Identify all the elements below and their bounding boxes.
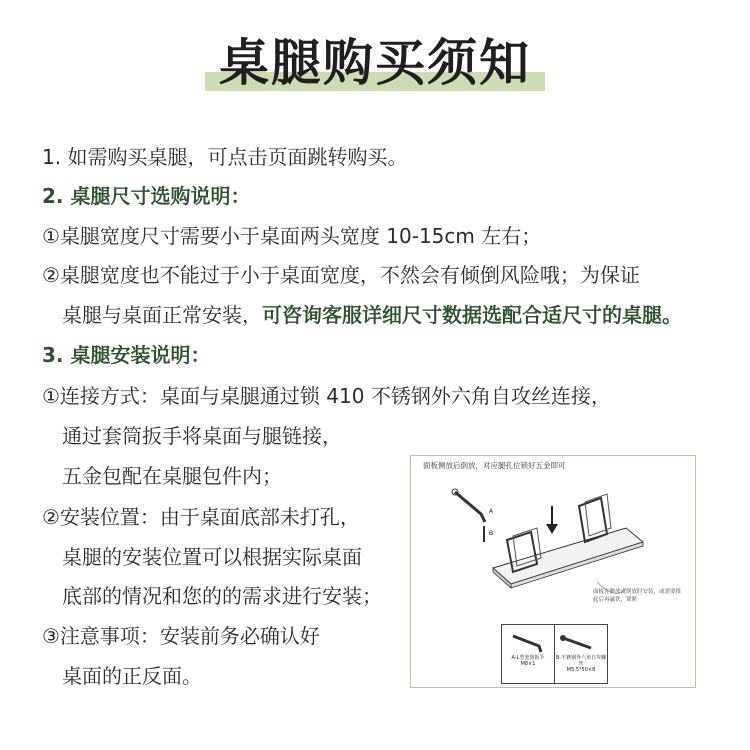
item-3-1-line3: 五金包配在桌腿包件内； <box>62 464 282 488</box>
part-a-label <box>502 655 554 667</box>
item-3-1-text: ①连接方式：桌面与桌腿通过锁 410 不锈钢外六角自攻丝连接， <box>42 384 611 408</box>
installation-diagram <box>410 455 696 688</box>
diagram-note: 面板在侧放或倒放时安装，或需要推起后再磁铁，锁紧 <box>593 589 682 603</box>
part-b-qty: M5.5*50×8 <box>566 667 596 673</box>
parts-legend <box>501 624 608 684</box>
item-2-1-text: ①桌腿宽度尺寸需要小于桌面两头宽度 10-15cm 左右； <box>42 224 542 248</box>
section-3-heading: 3. 桌腿安装说明： <box>42 343 211 367</box>
item-2-2-emphasis: 可咨询客服详细尺寸数据选配合适尺寸的桌腿。 <box>262 303 682 327</box>
section-2-heading: 2. 桌腿尺寸选购说明： <box>42 184 251 208</box>
item-2-2-continued <box>62 301 682 329</box>
item-2-2-text: ②桌腿宽度也不能过于小于桌面宽度，不然会有倾倒风险哦；为保证 <box>42 263 640 287</box>
part-a-qty: M8×1 <box>520 661 536 667</box>
item-1-text: 1. 如需购买桌腿，可点击页面跳转购买。 <box>42 145 408 169</box>
page-title: 桌腿购买须知 <box>219 34 531 92</box>
label-b: B <box>489 530 494 537</box>
item-3-3-line2: 桌面的正反面。 <box>62 664 202 688</box>
part-a-name: A-L型套筒扳手 <box>511 655 545 661</box>
item-3-1-line2: 通过套筒扳手将桌面与腿链接， <box>62 424 342 448</box>
item-3-2-line2: 桌腿的安装位置可以根据实际桌面 <box>62 545 362 569</box>
item-3-2-line3: 底部的情况和您的的需求进行安装； <box>62 584 382 608</box>
title-block <box>0 30 750 100</box>
label-a: A <box>489 508 494 515</box>
part-b-label <box>555 655 607 673</box>
diagram-caption: 面板侧放后倒放，对应腿孔位锁好五金即可 <box>423 461 566 470</box>
item-3-2-text: ②安装位置：由于桌面底部未打孔， <box>42 505 360 529</box>
parts-divider <box>554 625 555 683</box>
item-3-3-text: ③注意事项：安装前务必确认好 <box>42 624 320 648</box>
item-2-2-plain: 桌腿与桌面正常安装， <box>62 303 262 327</box>
part-b-name: B-不锈钢外六角自攻螺丝 <box>555 655 607 667</box>
